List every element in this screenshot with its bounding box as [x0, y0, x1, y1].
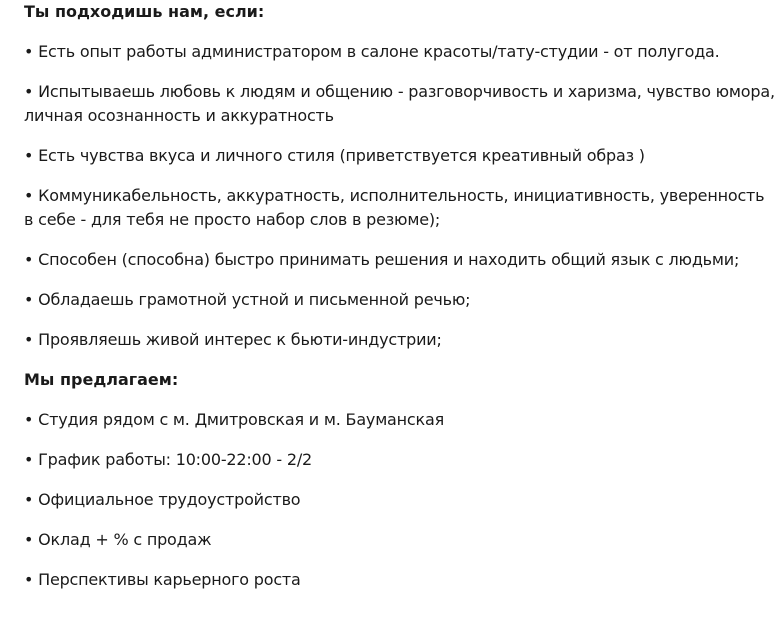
- requirement-item: • Коммуникабельность, аккуратность, исполнительность, инициативность, уверенность в себе - для тебя не просто набор слов в резюме);: [24, 186, 765, 229]
- offer-heading: Мы предлагаем:: [24, 370, 179, 389]
- requirement-item: • Проявляешь живой интерес к бьюти-индустрии;: [24, 330, 442, 349]
- job-description: [24, 0, 776, 592]
- offer-item: • График работы: 10:00-22:00 - 2/2: [24, 450, 313, 469]
- requirements-heading: Ты подходишь нам, если:: [24, 2, 265, 21]
- offer-item: • Оклад + % с продаж: [24, 530, 212, 549]
- requirement-item: • Способен (способна) быстро принимать решения и находить общий язык с людьми;: [24, 250, 740, 269]
- requirement-item: • Обладаешь грамотной устной и письменной речью;: [24, 290, 471, 309]
- requirement-item: • Испытываешь любовь к людям и общению - разговорчивость и харизма, чувство юмора, личная осознанность и аккуратность: [24, 82, 775, 125]
- offer-item: • Официальное трудоустройство: [24, 490, 301, 509]
- requirement-item: • Есть чувства вкуса и личного стиля (приветствуется креативный образ ): [24, 146, 645, 165]
- offer-item: • Студия рядом с м. Дмитровская и м. Бауманская: [24, 410, 445, 429]
- requirement-item: • Есть опыт работы администратором в салоне красоты/тату-студии - от полугода.: [24, 42, 720, 61]
- offer-item: • Перспективы карьерного роста: [24, 570, 301, 589]
